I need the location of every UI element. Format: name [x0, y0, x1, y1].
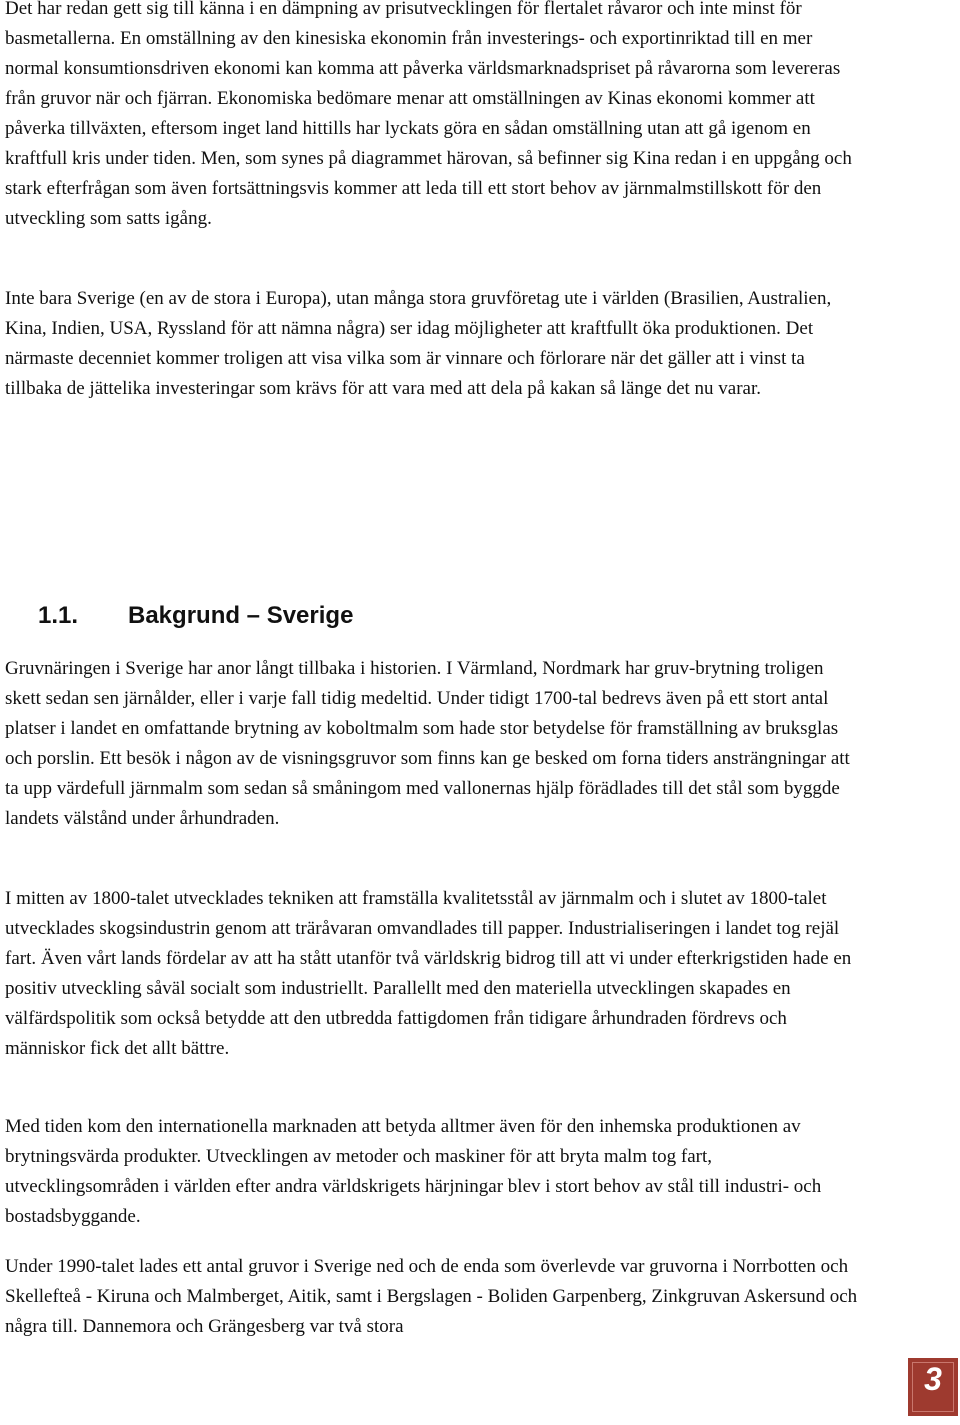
- paragraph-1990s-closures: Under 1990-talet lades ett antal gruvor i Sverige ned och de enda som överlevde var gruvorna i Norrbotten och Skellefteå - Kiruna och Malmberget, Aitik, samt i Bergslagen - Boliden Garpenberg, Zinkgruvan Askersund och några till. Dannemora och Grängesberg var två stora: [5, 1256, 858, 1337]
- page-number: 3: [924, 1361, 942, 1397]
- page-number-badge: [908, 1358, 958, 1416]
- section-heading: [38, 598, 353, 634]
- page-number-frame: [912, 1362, 954, 1412]
- section-number: 1.1.: [38, 602, 79, 629]
- paragraph-china-economy: Det har redan gett sig till känna i en dämpning av prisutvecklingen för flertalet råvaror och inte minst för basmetallerna. En omställning av den kinesiska ekonomin från investerings- och exportinriktad till en mer normal konsumtionsdriven ekonomi kan komma att påverka världsmarknadspriset på råvarorna som levereras från gruvor när och fjärran. Ekonomiska bedömare menar att omställningen av Kinas ekonomi kommer att påverka tillväxten, eftersom inget land hittills har lyckats göra en sådan omställning utan att gå igenom en kraftfull kris under tiden. Men, som synes på diagrammet härovan, så befinner sig Kina redan i en uppgång och stark efterfrågan som även fortsättningsvis kommer att leda till ett stort behov av järnmalmstillskott för den utveckling som satts igång.: [5, 0, 852, 229]
- paragraph-industrialization: I mitten av 1800-talet utvecklades tekniken att framställa kvalitetsstål av järnmalm och i slutet av 1800-talet utvecklades skogsindustrin genom att träråvaran omvandlades till papper. Industrialiseringen i landet tog rejäl fart. Även vårt lands fördelar av att ha stått utanför två världskrig bidrog till att vi under efterkrigstiden hade en positiv utveckling såväl socialt som industriellt. Parallellt med den materiella utvecklingen skapades en välfärdspolitik som också betydde att den utbredda fattigdomen från tidigare århundraden fördrevs och människor fick det allt bättre.: [5, 888, 852, 1059]
- section-title: Bakgrund – Sverige: [128, 602, 354, 629]
- paragraph-international-market: Med tiden kom den internationella marknaden att betyda alltmer även för den inhemska produktionen av brytningsvärda produkter. Utvecklingen av metoder och maskiner för att bryta malm tog fart, utvecklingsområden i världen efter andra världskrigets härjningar blev i stort behov av stål till industri- och bostadsbyggande.: [5, 1116, 822, 1227]
- paragraph-global-mining: Inte bara Sverige (en av de stora i Europa), utan många stora gruvföretag ute i världen (Brasilien, Australien, Kina, Indien, USA, Ryssland för att nämna några) ser idag möjligheter att kraftfullt öka produktionen. Det närmaste decenniet kommer troligen att visa vilka som är vinnare och förlorare när det gäller att i vinst ta tillbaka de jättelika investeringar som krävs för att vara med att dela på kakan så länge det nu varar.: [5, 288, 832, 399]
- paragraph-mining-history: Gruvnäringen i Sverige har anor långt tillbaka i historien. I Värmland, Nordmark har gruv-brytning troligen skett sedan sen järnålder, eller i varje fall tidig medeltid. Under tidigt 1700-tal bedrevs även på ett stort antal platser i landet en omfattande brytning av koboltmalm som hade stor betydelse för framställning av bruksglas och porslin. Ett besök i någon av de visningsgruvor som finns kan ge besked om forna tiders ansträngningar att ta upp värdefull järnmalm som sedan så småningom med vallonernas hjälp förädlades till det stål som byggde landets välstånd under århundraden.: [5, 658, 850, 829]
